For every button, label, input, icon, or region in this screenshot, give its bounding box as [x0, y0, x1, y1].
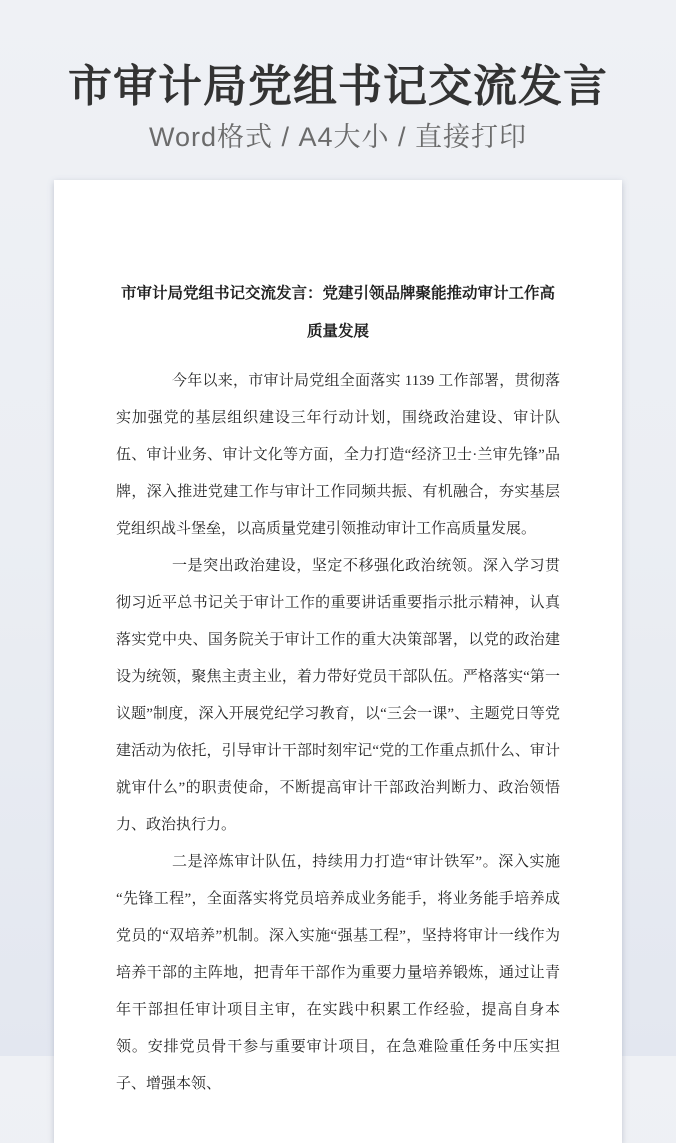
document-title: 市审计局党组书记交流发言：党建引领品牌聚能推动审计工作高质量发展	[120, 285, 555, 340]
document-preview-page	[54, 180, 622, 1143]
page-header	[0, 0, 676, 152]
document-paragraph: 二是淬炼审计队伍，持续用力打造“审计铁军”。深入实施“先锋工程”，全面落实将党员培养成业务能手，将业务能手培养成党员的“双培养”机制。深入实施“强基工程”，坚持将审计一线作为培养干部的主阵地，把青年干部作为重要力量培养锻炼，通过让青年干部担任审计项目主审，在实践中积累工作经验，提高自身本领。安排党员骨干参与重要审计项目，在急难险重任务中压实担子、增强本领、	[116, 854, 560, 1092]
page-subtitle: Word格式 / A4大小 / 直接打印	[148, 122, 528, 152]
document-body	[116, 363, 560, 1103]
document-paragraph: 今年以来，市审计局党组全面落实 1139 工作部署，贯彻落实加强党的基层组织建设三年行动计划，围绕政治建设、审计队伍、审计业务、审计文化等方面，全力打造“经济卫士·兰审先锋”品牌，深入推进党建工作与审计工作同频共振、有机融合，夯实基层党组织战斗堡垒，以高质量党建引领推动审计工作高质量发展。	[116, 373, 560, 537]
page-title: 市审计局党组书记交流发言	[68, 62, 608, 111]
document-paragraph: 一是突出政治建设，坚定不移强化政治统领。深入学习贯彻习近平总书记关于审计工作的重要讲话重要指示批示精神，认真落实党中央、国务院关于审计工作的重大决策部署，以党的政治建设为统领，聚焦主责主业，着力带好党员干部队伍。严格落实“第一议题”制度，深入开展党纪学习教育，以“三会一课”、主题党日等党建活动为依托，引导审计干部时刻牢记“党的工作重点抓什么、审计就审什么”的职责使命，不断提高审计干部政治判断力、政治领悟力、政治执行力。	[116, 558, 560, 833]
